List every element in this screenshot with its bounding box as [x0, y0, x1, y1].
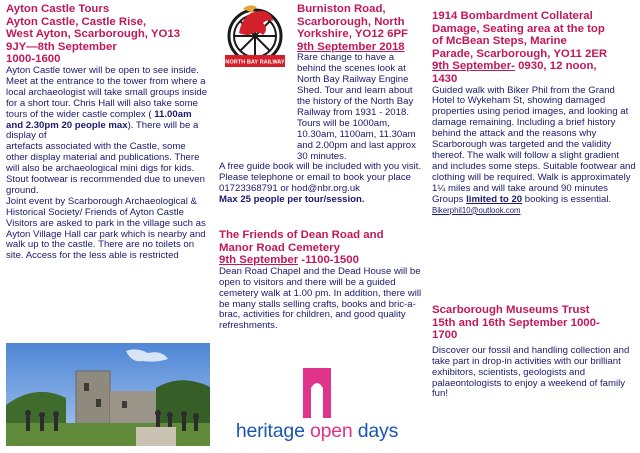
heading-line: 1700 [432, 329, 458, 342]
ayton-text: ). There will be a display of [6, 119, 199, 142]
ayton-text: Ayton Castle tower will be open to see inside. Meet at the entrance to the tower from where a local archaeologist will take small groups inside for a short tour. Chris Hall will also take some tours of the wider castle complex ( [6, 64, 208, 120]
heritage-open-days-logo [192, 364, 442, 450]
heading-line: 1000-1600 [6, 53, 61, 66]
heading-line: West Ayton, Scarborough, YO13 [6, 28, 181, 41]
ayton-castle-section [6, 3, 210, 262]
burniston-heading [297, 3, 424, 53]
bombardment-limit: limited to 20 [466, 193, 523, 205]
heading-line: Scarborough, North [297, 15, 405, 28]
burniston-intro: Rare change to have a behind the scenes look at North Bay Railway Engine Shed. Tour and learn about the history of the North Bay Railway from 1931 - 2018. Tours will be 1000am, 10.30am, 1100am, 11.30am and 2.00pm and last approx 30 minutes. [297, 52, 416, 162]
bombardment-section [432, 10, 636, 216]
heading-line: 1914 Bombardment Collateral [432, 10, 593, 22]
bombardment-text: booking is essential. [522, 193, 612, 205]
hod-wordmark [192, 420, 442, 443]
ayton-castle-photo [6, 343, 210, 446]
bombardment-text: Guided walk with Biker Phil from the Grand Hotel to Wykeham St, showing damaged properties using period images, and looking at damage remaining. Including a brief history behind the attack and the reasons why Scarborough was targeted and the validity thereof. The walk will follow a slight gradient and includes some steps. Suitable footwear and clothing will be required. Walk is approximately 1¼ miles and will take around 90 minutes Groups [432, 84, 636, 205]
hod-door-icon [192, 364, 442, 420]
north-bay-railway-section [219, 3, 424, 206]
ayton-text: Visitors are asked to park in the village such as Ayton Village Hall car park which is nearby and walk up to the castle. There are no toilets on site. Access for the less able is restricted [6, 217, 206, 262]
heading-line: Ayton Castle, Castle Rise, [6, 15, 147, 28]
bombardment-date: 9th September- [432, 60, 515, 73]
bombardment-times: 1430 [432, 72, 458, 85]
museums-body: Discover our fossil and handling collection and take part in drop-in activities with our brilliant exhibitors, scientists, geologists and palaeontologists to enjoy a weekend of family fun! [432, 344, 630, 400]
hod-word-heritage: heritage [235, 420, 305, 442]
heading-line: Ayton Castle Tours [6, 3, 110, 15]
dean-body: Dean Road Chapel and the Dead House will be open to visitors and there will be a guided cemetery walk at 1.00 pm. In addition, there will be many stalls selling crafts, books and bric-a-brac, activities for children, and good quality refreshments. [219, 265, 422, 332]
burniston-body [219, 53, 424, 206]
museums-trust-section [432, 304, 636, 400]
bombardment-body [432, 86, 636, 217]
heading-line: of McBean Steps, Marine [432, 35, 567, 48]
heading-line: Yorkshire, YO12 6PF [297, 28, 409, 41]
burniston-booking: A free guide book will be included with you visit. Please telephone or email to book your place 01723368791 or hod@nbr.org.uk [219, 161, 422, 195]
ayton-text: artefacts associated with the Castle, some other display material and publications. There will also be archaeological mini digs for kids. [6, 141, 200, 175]
heading-line: Manor Road Cemetery [219, 241, 340, 254]
ayton-times: 11.00am and 2.30pm 20 people max [6, 108, 192, 131]
bombardment-heading [432, 10, 636, 86]
ayton-text: Joint event by Scarborough Archaeological & Historical Society/ Friends of Ayton Castle [6, 195, 197, 218]
heading-line: Scarborough Museums Trust [432, 304, 590, 316]
heading-line: Burniston Road, [297, 3, 386, 15]
ayton-body [6, 66, 210, 262]
ayton-text: Stout footwear is recommended due to uneven ground. [6, 174, 205, 196]
railway-logo-text: NORTH BAY RAILWAY [225, 59, 285, 66]
heading-line: Parade, Scarborough, YO11 2ER [432, 47, 608, 60]
castle-photo-graphic [6, 343, 210, 446]
dean-date: 9th September [219, 254, 299, 267]
hod-word-open: open [309, 420, 353, 442]
bombardment-email-link[interactable]: Bikerphil10@outlook.com [432, 205, 521, 215]
ayton-heading [6, 3, 210, 66]
heading-line: 9JY—8th September [6, 40, 117, 53]
burniston-max: Max 25 people per tour/session. [219, 194, 365, 206]
burniston-date: 9th September 2018 [297, 40, 405, 53]
heading-line: Damage, Seating area at the top [432, 22, 605, 35]
bombardment-times: 0930, 12 noon, [514, 60, 597, 73]
heading-line: The Friends of Dean Road and [219, 229, 384, 241]
hod-word-days: days [357, 420, 399, 442]
museums-heading [432, 304, 636, 342]
dean-road-section [219, 229, 424, 332]
dean-heading [219, 229, 424, 267]
heading-line: 15th and 16th September 1000- [432, 316, 600, 329]
dean-time: -1100-1500 [298, 254, 359, 267]
